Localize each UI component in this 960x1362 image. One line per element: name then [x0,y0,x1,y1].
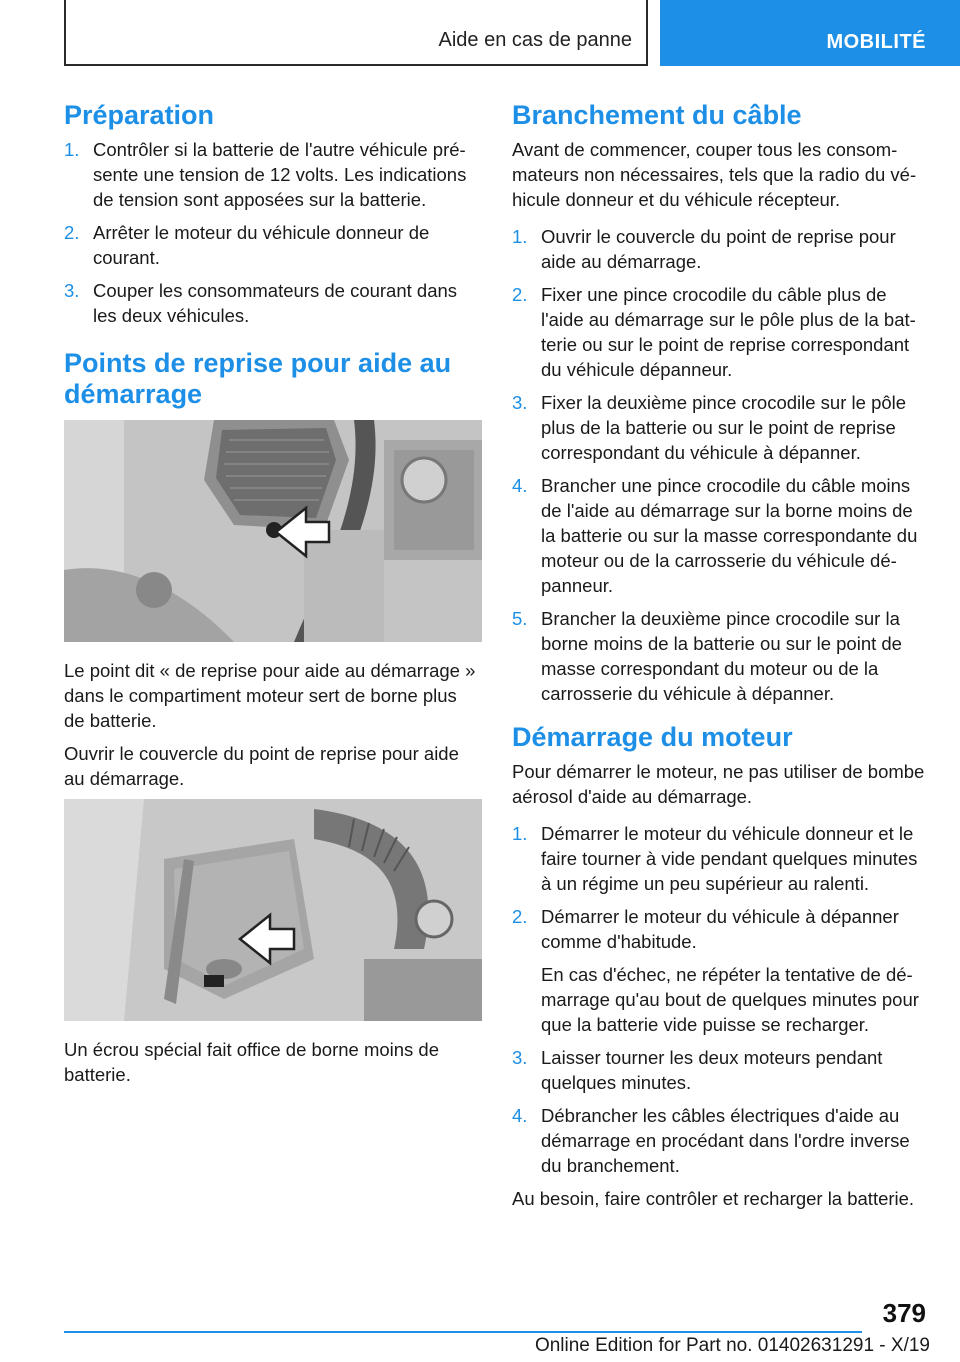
jump-start-points-heading: Points de reprise pour aide au démarrage [64,348,452,409]
engine-start-steps [512,821,930,1178]
preparation-steps [64,137,482,328]
closing-text: Au besoin, faire contrôler et recharger la batterie. [512,1188,915,1209]
page-number: 379 [882,1298,926,1328]
chapter-tab-label: MOBILITÉ [826,31,926,53]
list-item: 4. Brancher une pince crocodile du câble moins de l'aide au démarrage sur la borne moins de la batterie ou sur la masse correspondante du moteur ou de la carrosserie du véhicule dépanneur. [512,475,918,596]
engine-start-intro-text: Pour démarrer le moteur, ne pas utiliser de bombe aérosol d'aide au démarrage. [512,761,925,807]
plus-terminal-text: Le point dit « de reprise pour aide au démarrage » dans le compartiment moteur sert de borne plus de batterie. [64,660,476,731]
list-item: 1. Démarrer le moteur du véhicule donneur et le faire tourner à vide pendant quelques minutes à un régime un peu supérieur au ralenti. [512,823,918,894]
engine-start-heading: Démarrage du moteur [512,722,793,752]
list-item: 1. Ouvrir le couvercle du point de reprise pour aide au démarrage. [512,226,896,272]
list-item: 2. Arrêter le moteur du véhicule donneur de courant. [64,222,430,268]
engine-bay-minus-terminal-image [64,799,482,1021]
engine-bay-plus-terminal-image [64,420,482,642]
chapter-tab[interactable] [660,0,960,66]
list-item: 3. Fixer la deuxième pince crocodile sur le pôle plus de la batterie ou sur le point de reprise correspondant du véhicule à dépanner. [512,392,907,463]
list-item: 2. Démarrer le moteur du véhicule à dépanner comme d'habitude. En cas d'échec, ne répéter la tentative de démarrage qu'au bout de quelques minutes pour que la batterie vide puisse se recharger. [512,904,930,1037]
edition-text: Online Edition for Part no. 01402631291 - X/19 [534,1335,930,1356]
cable-steps [512,224,930,706]
preparation-heading: Préparation [64,100,215,130]
section-title: Aide en cas de panne [438,29,632,51]
cable-connection-heading: Branchement du câble [512,100,802,130]
left-column [64,100,482,1095]
open-cover-text: Ouvrir le couvercle du point de reprise pour aide au démarrage. [64,743,459,789]
right-column [512,100,930,1219]
list-item: 4. Débrancher les câbles électriques d'aide au démarrage en procédant dans l'ordre inverse du branchement. [512,1105,910,1176]
header-section-box [64,0,648,66]
step-note: En cas d'échec, ne répéter la tentative de démarrage qu'au bout de quelques minutes pour que la batterie vide puisse se recharger. [541,964,919,1035]
minus-terminal-text: Un écrou spécial fait office de borne moins de batterie. [64,1039,440,1085]
list-item: 3. Laisser tourner les deux moteurs pendant quelques minutes. [512,1047,883,1093]
list-item: 1. Contrôler si la batterie de l'autre véhicule présente une tension de 12 volts. Les indications de tension sont apposées sur la batterie. [64,139,467,210]
list-item: 5. Brancher la deuxième pince crocodile sur la borne moins de la batterie ou sur le point de masse correspondant du moteur ou de la carrosserie du véhicule à dépanner. [512,608,902,704]
list-item: 2. Fixer une pince crocodile du câble plus de l'aide au démarrage sur le pôle plus de la batterie ou sur le point de reprise correspondant du véhicule dépanneur. [512,284,916,380]
list-item: 3. Couper les consommateurs de courant dans les deux véhicules. [64,280,458,326]
footer-divider [64,1331,862,1333]
cable-intro-text: Avant de commencer, couper tous les consommateurs non nécessaires, tels que la radio du véhicule donneur et du véhicule récepteur. [512,139,917,210]
